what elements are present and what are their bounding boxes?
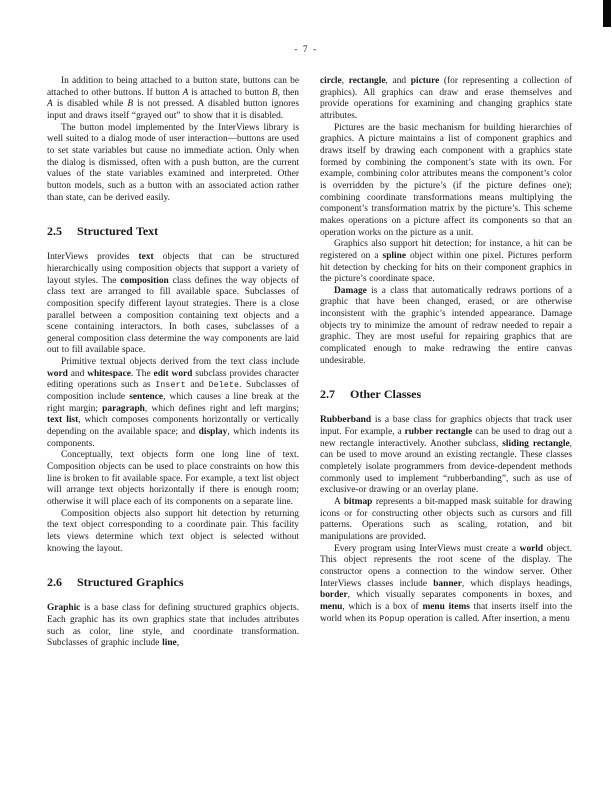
scan-artifact-mark xyxy=(603,0,611,27)
text-segment: , can be used to move around an existing rectangle. These classes completely isolate programmers from device-dependent methods commonly used to implement “rubberbanding”, such as use of exclusive-or drawing or an overlay plane. xyxy=(320,438,572,496)
text-segment: The button model implemented by the InterViews library is well suited to a dialog mode of user interaction—buttons are used to set state variables but cause no immediate action. Only when the dialog is dismissed, often with a push button, are the current values of the state variables examined and interpreted. Other button models, such as a button with an associated action rather than state, can be derived easily. xyxy=(47,122,299,203)
text-segment: In addition to being attached to a button state, buttons can be attached to other buttons. If button xyxy=(47,76,299,98)
text-segment: display xyxy=(198,427,228,438)
section-number: 2.7 xyxy=(320,387,335,402)
paragraph xyxy=(47,509,299,556)
text-segment: InterViews provides xyxy=(47,252,139,263)
section-heading xyxy=(47,576,299,589)
text-segment: edit word xyxy=(153,368,193,379)
text-segment: sliding rectangle xyxy=(502,438,570,449)
text-segment: is not pressed. A disabled button ignores input and draws itself “grayed out” to show that it is disabled. xyxy=(47,99,299,121)
text-segment: is a base class for graphics objects that track user input. For example, a xyxy=(320,415,572,438)
text-segment: circle xyxy=(320,76,342,86)
text-segment: B xyxy=(271,87,278,98)
text-segment: is attached to button xyxy=(188,87,272,98)
text-segment: sentence xyxy=(129,392,164,403)
text-segment: , then xyxy=(277,87,299,98)
paragraph xyxy=(320,286,572,368)
text-segment: menu xyxy=(320,601,343,612)
section-title: Other Classes xyxy=(350,387,422,402)
left-column xyxy=(47,76,299,650)
text-segment: line xyxy=(162,638,177,649)
text-segment: A xyxy=(47,99,53,110)
paragraph xyxy=(320,497,572,544)
text-segment: , xyxy=(176,638,180,649)
text-segment: , which visually separates components in boxes, and xyxy=(347,590,572,601)
text-segment: operation is called. After insertion, a menu xyxy=(404,613,570,624)
paragraph xyxy=(320,415,572,497)
text-segment: border xyxy=(320,590,348,601)
text-segment: and xyxy=(185,380,209,391)
text-segment: class defines the way objects of class text are arranged to fill available space. Subclasses of composition specify different layout strategies. There is a close parallel between a composition containing text objects and a scene containing interactors. In both cases, subclasses of a general composition class determine the way components are laid out to fill available space. xyxy=(47,275,299,356)
text-segment: is a class that automatically redraws portions of a graphic that have been changed, erased, or are otherwise inconsistent with the graphic’s intended appearance. Damage objects try to minimize the amount of redraw needed to repair a graphic. They are most useful for repairing graphics that are complicated enough to make redrawing the entire canvas undesirable. xyxy=(320,285,572,366)
text-segment: . The xyxy=(130,368,154,379)
text-segment: Graphics also support hit detection; for instance, a hit can be registered on a xyxy=(320,239,572,261)
text-segment: Graphic xyxy=(47,603,81,614)
text-segment: Primitive textual objects derived from the text class include xyxy=(61,357,299,368)
text-segment: bitmap xyxy=(343,497,373,507)
text-segment: banner xyxy=(433,578,462,589)
text-segment: , which defines right and left margins; xyxy=(144,403,299,414)
text-segment: A xyxy=(334,497,344,507)
text-segment: rubber rectangle xyxy=(404,427,473,438)
text-segment: . Subclasses of composition include xyxy=(47,380,300,403)
text-segment: world xyxy=(519,543,544,554)
text-segment: Composition objects also support hit detection by returning the text object corresponding to a coordinate pair. This facility lets views determine which text object is selected without knowing the layout. xyxy=(47,508,299,554)
text-segment: text xyxy=(138,252,154,263)
text-segment: that inserts itself into the world when its xyxy=(320,601,572,624)
text-segment: composition xyxy=(120,275,169,286)
section-number: 2.6 xyxy=(47,575,62,590)
section-title: Structured Text xyxy=(77,224,159,239)
text-segment: , and xyxy=(385,76,411,86)
text-segment: (for representing a collection of graphics). All graphics can draw and erase themselves and provide operations for examining and changing graphics state attributes. xyxy=(320,76,572,121)
text-segment: and xyxy=(67,368,88,379)
text-segment: spline xyxy=(382,250,406,261)
section-title: Structured Graphics xyxy=(77,575,184,590)
text-segment: , which displays headings, xyxy=(461,578,572,589)
text-segment: Every program using InterViews must create a xyxy=(334,543,520,554)
paragraph xyxy=(320,76,572,123)
text-segment: is a base class for defining structured graphics objects. Each graphic has its own graphics state that includes attributes such as color, line style, and coordinate transformation. Subclasses of graphic include xyxy=(47,603,299,649)
text-segment: object. This object represents the root scene of the display. The constructor opens a connection to the window server. Other InterViews classes include xyxy=(320,543,572,589)
text-segment: , which is a box of xyxy=(342,601,423,612)
text-segment: word xyxy=(47,368,68,379)
paragraph xyxy=(320,239,572,286)
text-segment: text list xyxy=(47,415,79,426)
text-segment: menu items xyxy=(422,601,470,612)
text-segment: is disabled while xyxy=(52,99,128,110)
text-segment: whitespace xyxy=(87,368,131,379)
text-segment: paragraph xyxy=(102,403,145,414)
text-segment: Pictures are the basic mechanism for building hierarchies of graphics. A picture maintains a list of component graphics and draws itself by drawing each component with a graphics state formed by combining the component’s state with its own. For example, combining color attributes means the component’s color is overridden by the picture’s (if the picture defines one); combining coordinate transformations means multiplying the component’s transformation matrix by the picture’s. This scheme makes operations on a picture affect its components so that an operation works on the picture as a unit. xyxy=(320,122,572,238)
paragraph xyxy=(47,252,299,357)
text-segment: Rubberband xyxy=(320,415,372,426)
text-segment: object within one pixel. Pictures perform hit detection by checking for hits on their component graphics in the picture’s coordinate space. xyxy=(320,250,572,285)
text-segment: A xyxy=(182,87,189,98)
paragraph xyxy=(47,450,299,508)
text-segment: subclass provides character editing operations such as xyxy=(47,368,299,391)
text-segment: rectangle xyxy=(348,76,386,86)
text-segment: Conceptually, text objects form one long line of text. Composition objects can be used to place constraints on how this line is broken to fit available space. For example, a text list object will arrange text objects horizontally if there is enough room; otherwise it will place each of its components on a separate line. xyxy=(47,450,299,507)
text-segment: Popup xyxy=(379,614,405,624)
section-heading xyxy=(47,225,299,238)
text-segment: Delete xyxy=(208,381,240,391)
paragraph xyxy=(47,123,299,205)
paragraph xyxy=(47,603,299,650)
text-segment: objects that can be structured hierarchically using composition objects that support a variety of layout styles. The xyxy=(47,252,299,286)
text-segment: picture xyxy=(410,76,440,86)
paragraph xyxy=(320,544,572,626)
section-heading xyxy=(320,388,572,401)
text-segment: represents a bit-mapped mask suitable for drawing icons or for constructing other objects such as cursors and fill patterns. Operations such as scaling, rotation, and bit manipulations are provided. xyxy=(320,497,573,542)
text-segment: B xyxy=(127,99,134,110)
text-segment: , which indents its components. xyxy=(47,427,299,449)
text-segment: , xyxy=(341,76,349,86)
paragraph xyxy=(47,357,299,450)
right-column xyxy=(320,76,572,625)
section-number: 2.5 xyxy=(47,224,62,239)
paragraph xyxy=(47,76,299,123)
text-segment: Damage xyxy=(334,285,367,296)
text-segment: , which causes a line break at the right margin; xyxy=(47,392,300,414)
page-number: - 7 - xyxy=(294,45,318,55)
text-segment: Insert xyxy=(155,381,186,391)
text-segment: can be used to drag out a new rectangle interactively. Another subclass, xyxy=(320,427,572,449)
text-segment: , which composes components horizontally or vertically depending on the available space; and xyxy=(47,415,299,438)
paragraph xyxy=(320,123,572,240)
